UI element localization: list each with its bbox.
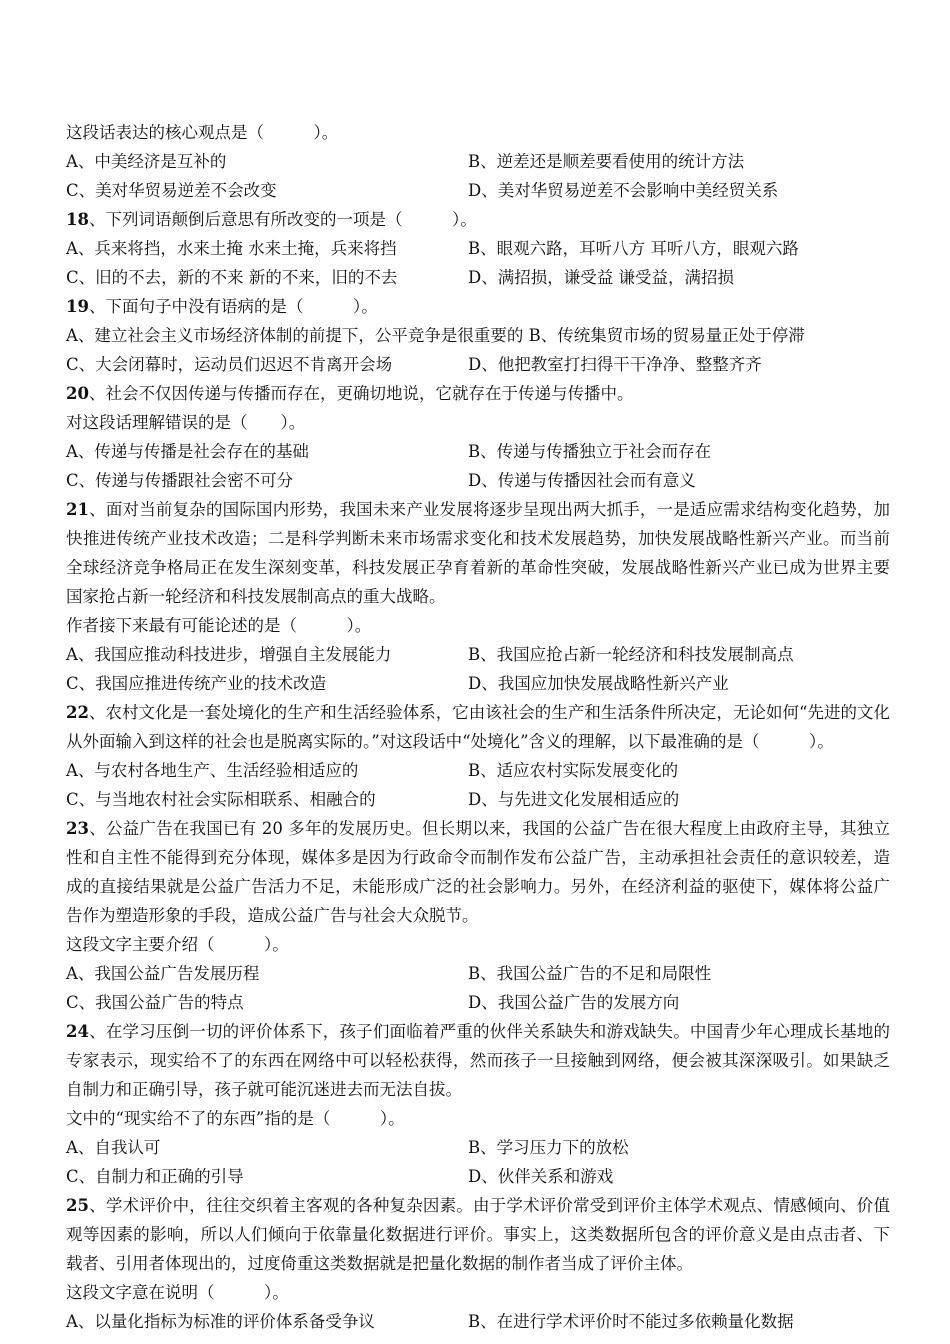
option-a: A、以量化指标为标准的评价体系备受争议 xyxy=(66,1312,375,1331)
option-d: D、他把教室打扫得干干净净、整整齐齐 xyxy=(468,355,762,374)
question-number: 20 xyxy=(66,384,89,403)
option-a: A、自我认可 xyxy=(66,1138,161,1157)
option-b: B、在进行学术评价时不能过多依赖量化数据 xyxy=(468,1312,794,1331)
option-d: D、伙伴关系和游戏 xyxy=(468,1167,614,1186)
question-number: 19 xyxy=(66,297,89,316)
option-a: A、中美经济是互补的 xyxy=(66,152,227,171)
question-20-options-row-2 xyxy=(66,466,890,495)
option-a: A、我国应推动科技进步，增强自主发展能力 xyxy=(66,645,392,664)
question-22-options-row-2 xyxy=(66,785,890,814)
question-23-ask: 这段文字主要介绍（ ）。 xyxy=(66,935,289,954)
option-a: A、我国公益广告发展历程 xyxy=(66,964,260,983)
question-22-options-row-1 xyxy=(66,756,890,785)
question-20-options-row-1 xyxy=(66,437,890,466)
option-d: D、传递与传播因社会而有意义 xyxy=(468,471,696,490)
option-d: D、我国应加快发展战略性新兴产业 xyxy=(468,674,729,693)
question-19-option-ab: A、建立社会主义市场经济体制的前提下，公平竞争是很重要的 B、传统集贸市场的贸易量正处于停滞 xyxy=(66,326,805,345)
option-a: A、传递与传播是社会存在的基础 xyxy=(66,442,309,461)
option-b: B、逆差还是顺差要看使用的统计方法 xyxy=(468,152,745,171)
option-c: C、自制力和正确的引导 xyxy=(66,1167,244,1186)
option-a: A、兵来将挡，水来土掩 水来土掩，兵来将挡 xyxy=(66,239,397,258)
option-b: B、我国公益广告的不足和局限性 xyxy=(468,964,712,983)
question-25-ask: 这段文字意在说明（ ）。 xyxy=(66,1283,289,1302)
question-number: 22 xyxy=(66,703,89,722)
question-18-options-row-2 xyxy=(66,263,890,292)
option-c: C、旧的不去，新的不来 新的不来，旧的不去 xyxy=(66,268,398,287)
option-b: B、传递与传播独立于社会而存在 xyxy=(468,442,712,461)
question-number: 25 xyxy=(66,1196,89,1215)
question-17-options-row-1 xyxy=(66,147,890,176)
question-17-options-row-2 xyxy=(66,176,890,205)
question-22-stem: 22、农村文化是一套处境化的生产和生活经验体系，它由该社会的生产和生活条件所决定，无论如何“先进的文化从外面输入到这样的社会也是脱离实际的。”对这段话中“处境化”含义的理解，以下最准确的是（ ）。 xyxy=(66,703,890,751)
question-20-ask: 对这段话理解错误的是（ ）。 xyxy=(66,413,306,432)
question-24-options-row-1 xyxy=(66,1133,890,1162)
question-21-ask: 作者接下来最有可能论述的是（ ）。 xyxy=(66,616,372,635)
question-18-stem: 18、下列词语颠倒后意思有所改变的一项是（ ）。 xyxy=(66,210,477,229)
question-number: 21 xyxy=(66,500,89,519)
option-c: C、我国应推进传统产业的技术改造 xyxy=(66,674,327,693)
option-d: D、与先进文化发展相适应的 xyxy=(468,790,680,809)
question-24-stem: 24、在学习压倒一切的评价体系下，孩子们面临着严重的伙伴关系缺失和游戏缺失。中国青少年心理成长基地的专家表示，现实给不了的东西在网络中可以轻松获得，然而孩子一旦接触到网络，便会被其深深吸引。如果缺乏自制力和正确引导，孩子就可能沉迷进去而无法自拔。 xyxy=(66,1022,890,1099)
option-c: C、大会闭幕时，运动员们迟迟不肯离开会场 xyxy=(66,355,393,374)
question-24-ask: 文中的“现实给不了的东西”指的是（ ）。 xyxy=(66,1109,405,1128)
option-c: C、与当地农村社会实际相联系、相融合的 xyxy=(66,790,376,809)
question-25-options-row-1 xyxy=(66,1307,890,1336)
option-a: A、与农村各地生产、生活经验相适应的 xyxy=(66,761,359,780)
option-c: C、传递与传播跟社会密不可分 xyxy=(66,471,294,490)
question-17-stem: 这段话表达的核心观点是（ ）。 xyxy=(66,123,339,142)
question-21-options-row-2 xyxy=(66,669,890,698)
question-25-stem: 25、学术评价中，往往交织着主客观的各种复杂因素。由于学术评价常受到评价主体学术观点、情感倾向、价值观等因素的影响，所以人们倾向于依靠量化数据进行评价。事实上，这类数据所包含的评价意义是由点击者、下载者、引用者体现出的，过度倚重这类数据就是把量化数据的制作者当成了评价主体。 xyxy=(66,1196,890,1273)
question-20-stem: 20、社会不仅因传递与传播而存在，更确切地说，它就存在于传递与传播中。 xyxy=(66,384,634,403)
option-d: D、满招损，谦受益 谦受益，满招损 xyxy=(468,268,734,287)
question-23-options-row-1 xyxy=(66,959,890,988)
option-c: C、美对华贸易逆差不会改变 xyxy=(66,181,277,200)
question-21-stem: 21、面对当前复杂的国际国内形势，我国未来产业发展将逐步呈现出两大抓手，一是适应需求结构变化趋势，加快推进传统产业技术改造；二是科学判断未来市场需求变化和技术发展趋势，加快发展战略性新兴产业。而当前全球经济竞争格局正在发生深刻变革，科技发展正孕育着新的革命性突破，发展战略性新兴产业已成为世界主要国家抢占新一轮经济和科技发展制高点的重大战略。 xyxy=(66,500,890,606)
question-18-options-row-1 xyxy=(66,234,890,263)
option-d: D、我国公益广告的发展方向 xyxy=(468,993,680,1012)
question-23-options-row-2 xyxy=(66,988,890,1017)
exam-page xyxy=(66,118,890,1336)
question-number: 23 xyxy=(66,819,89,838)
question-19-options-row-2 xyxy=(66,350,890,379)
option-b: B、眼观六路，耳听八方 耳听八方，眼观六路 xyxy=(468,239,799,258)
question-24-options-row-2 xyxy=(66,1162,890,1191)
question-number: 24 xyxy=(66,1022,89,1041)
option-c: C、我国公益广告的特点 xyxy=(66,993,244,1012)
option-b: B、学习压力下的放松 xyxy=(468,1138,629,1157)
question-23-stem: 23、公益广告在我国已有 20 多年的发展历史。但长期以来，我国的公益广告在很大程度上由政府主导，其独立性和自主性不能得到充分体现，媒体多是因为行政命令而制作发布公益广告，主动承担社会责任的意识较差，造成的直接结果就是公益广告活力不足，未能形成广泛的社会影响力。另外，在经济利益的驱使下，媒体将公益广告作为塑造形象的手段，造成公益广告与社会大众脱节。 xyxy=(66,819,890,925)
question-21-options-row-1 xyxy=(66,640,890,669)
question-19-stem: 19、下面句子中没有语病的是（ ）。 xyxy=(66,297,378,316)
option-b: B、适应农村实际发展变化的 xyxy=(468,761,679,780)
option-d: D、美对华贸易逆差不会影响中美经贸关系 xyxy=(468,181,779,200)
option-b: B、我国应抢占新一轮经济和科技发展制高点 xyxy=(468,645,794,664)
question-number: 18 xyxy=(66,210,89,229)
